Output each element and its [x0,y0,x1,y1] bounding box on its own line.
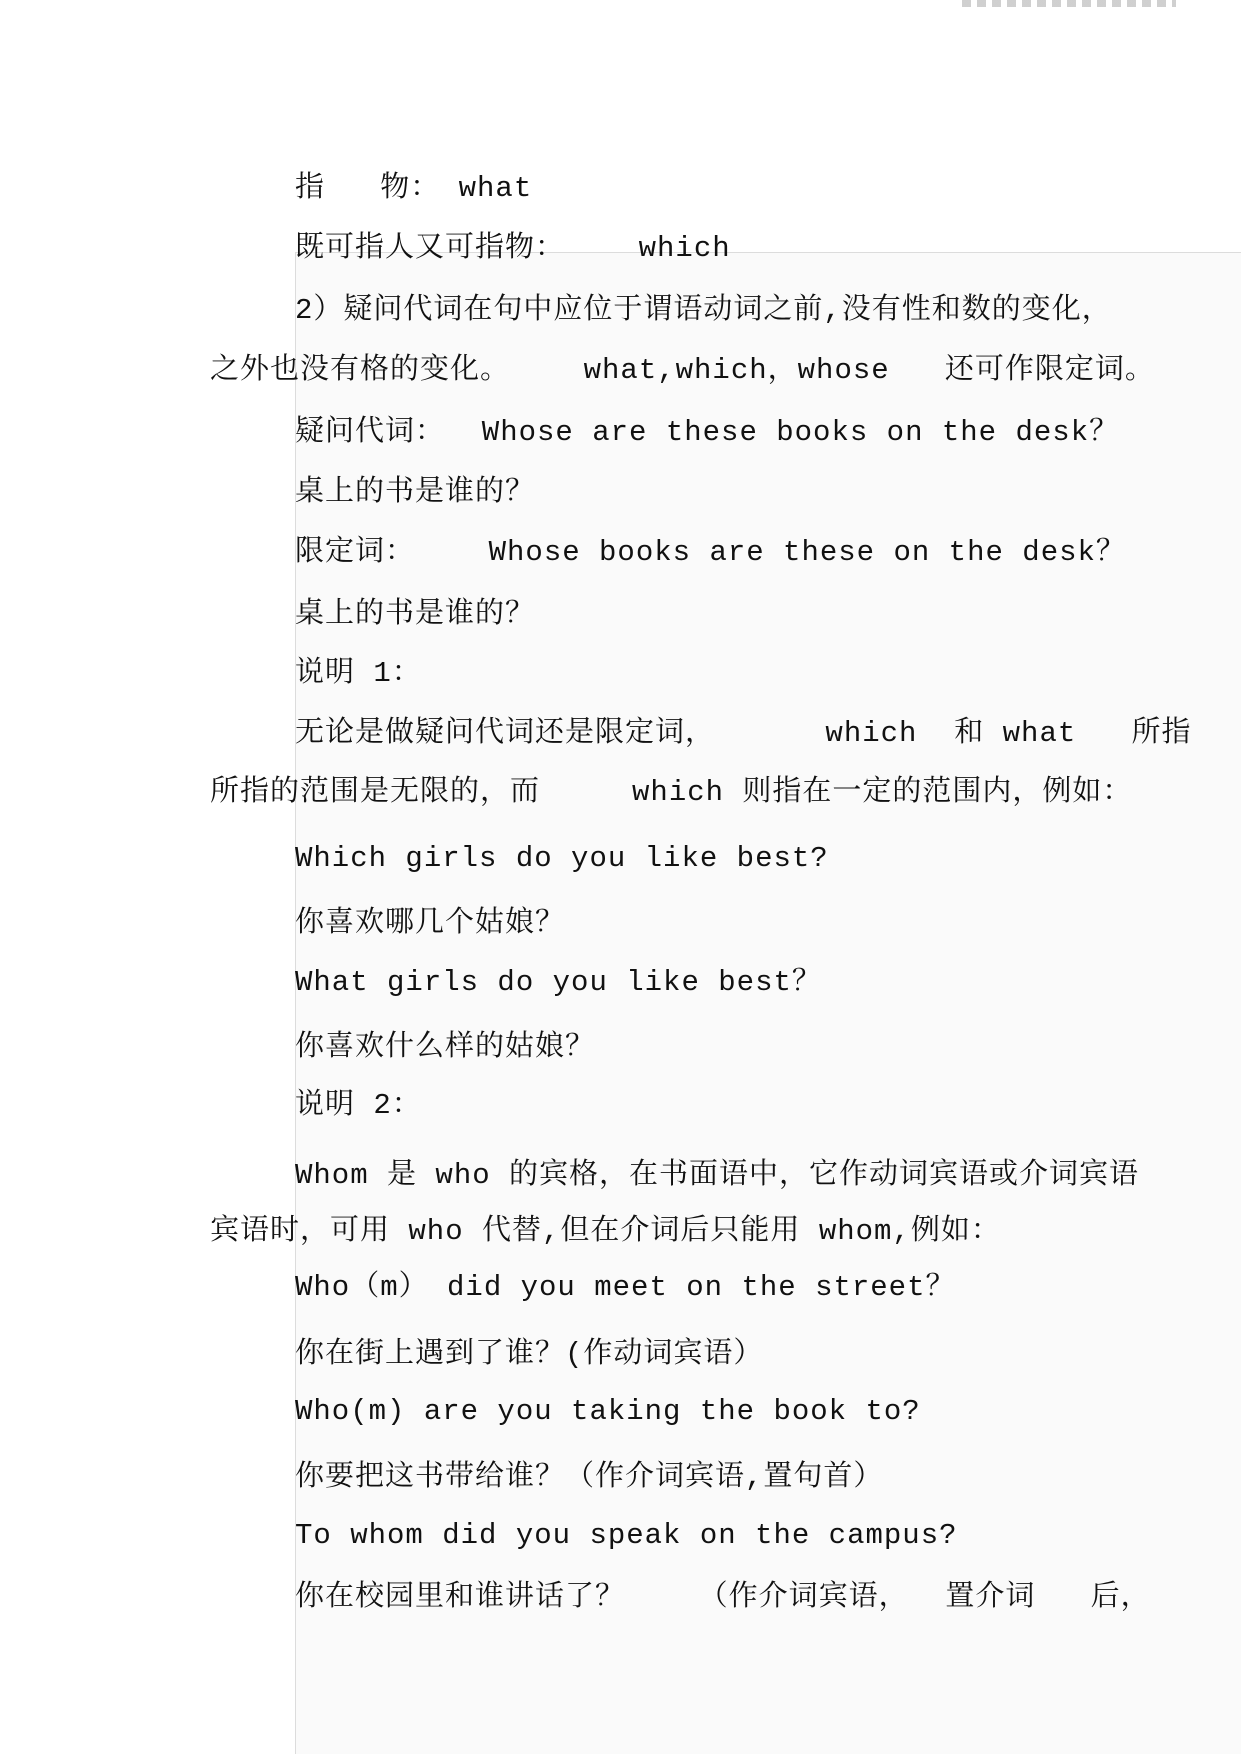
rule-2-text: 2）疑问代词在句中应位于谓语动词之前,没有性和数的变化， [295,294,1112,327]
example-translation: 桌上的书是谁的？ [295,598,536,631]
example-sentence: Who（m） did you meet on the street？ [295,1271,956,1304]
example-translation: 桌上的书是谁的？ [295,476,536,509]
example-sentence: What girls do you like best？ [295,966,822,999]
example-sentence: Which girls do you like best? [295,842,829,875]
example-translation: 你要把这书带给谁？（作介词宾语,置句首） [295,1461,884,1494]
example-determiner: 限定词： Whose books are these on the desk？ [295,536,1126,569]
example-interrogative-pronoun: 疑问代词： Whose are these books on the desk？ [295,416,1120,449]
note-1-text: 无论是做疑问代词还是限定词， which 和 what 所指 [295,717,1192,750]
note-1-continuation: 所指的范围是无限的，而 which 则指在一定的范围内，例如： [210,776,1133,809]
item-refers-to-people-and-things: 既可指人又可指物： which [295,232,731,265]
example-sentence: To whom did you speak on the campus? [295,1519,958,1552]
example-translation: 你在街上遇到了谁？(作动词宾语） [295,1338,764,1371]
example-translation: 你在校园里和谁讲话了？ （作介词宾语， 置介词 后， [295,1581,1151,1614]
item-refers-to-things: 指 物： what [295,172,533,205]
note-2-text: Whom 是 who 的宾格，在书面语中，它作动词宾语或介词宾语 [295,1159,1140,1192]
header-fragment [962,0,1176,7]
rule-2-continuation: 之外也没有格的变化。 what,which，whose 还可作限定词。 [210,354,1155,387]
example-sentence: Who(m) are you taking the book to? [295,1395,921,1428]
note-2-heading: 说明 2： [295,1089,422,1122]
example-translation: 你喜欢什么样的姑娘？ [295,1031,596,1064]
note-2-continuation: 宾语时，可用 who 代替,但在介词后只能用 whom,例如： [210,1215,1001,1248]
example-translation: 你喜欢哪几个姑娘？ [295,907,566,940]
note-1-heading: 说明 1： [295,657,422,690]
